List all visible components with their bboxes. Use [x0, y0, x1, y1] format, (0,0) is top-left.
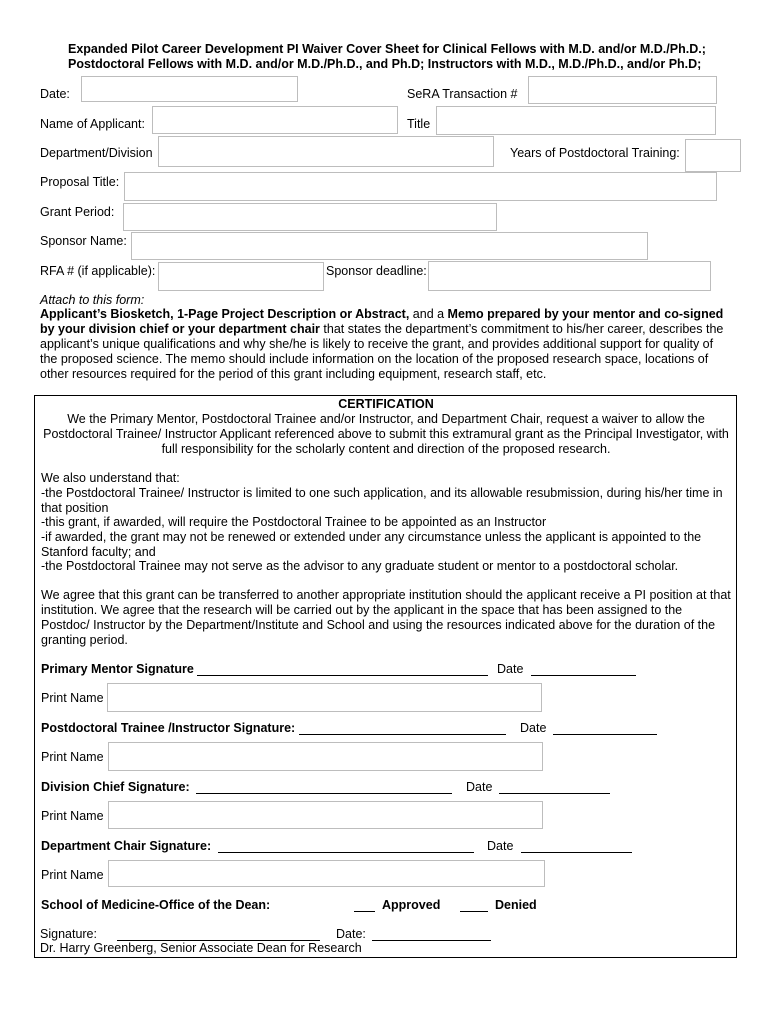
primary-mentor-date-label: Date [497, 662, 524, 676]
years-training-field[interactable] [685, 139, 741, 172]
department-chair-date-label: Date [487, 839, 514, 853]
postdoc-print-name-label: Print Name [41, 750, 104, 764]
sponsor-deadline-label: Sponsor deadline: [326, 264, 427, 278]
understand-item-1: -the Postdoctoral Trainee/ Instructor is limited to one such application, and its allowable resubmission, during his/her time in that position [41, 486, 723, 515]
certification-intro: We the Primary Mentor, Postdoctoral Trainee and/or Instructor, and Department Chair, request a waiver to allow the Postdoctoral Trainee/ Instructor Applicant referenced above to submit this extramural grant as the Principal Investigator, with full responsibility for the scholarly content and direction of the proposed research. [43, 412, 729, 456]
dean-date-label: Date: [336, 927, 366, 941]
understand-item-2: -this grant, if awarded, will require the Postdoctoral Trainee to be appointed as an Instructor [41, 515, 547, 529]
dean-date-line[interactable] [372, 940, 491, 941]
postdoc-signature-label: Postdoctoral Trainee /Instructor Signature: [41, 721, 296, 735]
attach-heading: Attach to this form: [40, 293, 145, 307]
attach-details: that states the department’s commitment to his/her career, describes the applicant’s unique qualifications and why she/he is likely to receive the grant, and provides additional support for quality of the proposed science. The memo should include information on the location of the proposed research space, locations of other resources required for the period of this grant including equipment, research staff, etc. [40, 322, 724, 381]
primary-mentor-print-name-field[interactable] [107, 683, 542, 712]
department-chair-print-name-label: Print Name [41, 868, 104, 882]
approved-label: Approved [382, 898, 441, 912]
primary-mentor-date-line[interactable] [531, 675, 636, 676]
sera-transaction-field[interactable] [528, 76, 717, 104]
attach-bold-biosketch: Applicant’s Biosketch, 1-Page Project Description or Abstract, [40, 307, 410, 321]
department-chair-date-line[interactable] [521, 852, 632, 853]
primary-mentor-signature-line[interactable] [197, 675, 488, 676]
date-field[interactable] [81, 76, 298, 102]
dean-office-label: School of Medicine-Office of the Dean: [41, 898, 271, 912]
applicant-name-field[interactable] [152, 106, 398, 134]
dean-signature-label: Signature: [40, 927, 97, 941]
certification-heading: CERTIFICATION [338, 397, 434, 411]
division-chief-print-name-label: Print Name [41, 809, 104, 823]
department-chair-signature-line[interactable] [218, 852, 474, 853]
division-chief-signature-label: Division Chief Signature: [41, 780, 190, 794]
attach-bold-memo: Memo prepared by your mentor and co-signed by your division chief or your department chair [40, 307, 724, 336]
department-field[interactable] [158, 136, 494, 167]
denied-checkline[interactable] [460, 911, 488, 912]
proposal-title-label: Proposal Title: [40, 175, 120, 189]
division-chief-signature-line[interactable] [196, 793, 452, 794]
title-label: Title [407, 117, 431, 131]
rfa-label: RFA # (if applicable): [40, 264, 156, 278]
understand-item-3: -if awarded, the grant may not be renewed or extended under any circumstance unless the applicant is appointed to the Stanford faculty; and [41, 530, 702, 559]
grant-period-field[interactable] [123, 203, 497, 231]
department-label: Department/Division [40, 146, 153, 160]
sponsor-name-label: Sponsor Name: [40, 234, 127, 248]
rfa-field[interactable] [158, 262, 324, 291]
postdoc-date-label: Date [520, 721, 547, 735]
proposal-title-field[interactable] [124, 172, 717, 201]
agreement-paragraph: We agree that this grant can be transferred to another appropriate institution should the applicant receive a PI position at that institution. We agree that the research will be carried out by the applicant in the space that has been assigned to the Postdoc/ Instructor by the Department/Institute and School and using the resources indicated above for the duration of the granting period. [41, 588, 731, 647]
dean-name: Dr. Harry Greenberg, Senior Associate Dean for Research [40, 941, 362, 955]
sponsor-deadline-field[interactable] [428, 261, 711, 291]
attach-connector: and a [409, 307, 448, 321]
attach-instructions [40, 307, 730, 382]
understand-heading: We also understand that: [41, 471, 180, 485]
date-label: Date: [40, 87, 70, 101]
primary-mentor-print-name-label: Print Name [41, 691, 104, 705]
approved-checkline[interactable] [354, 911, 375, 912]
department-chair-print-name-field[interactable] [108, 860, 545, 887]
division-chief-date-line[interactable] [499, 793, 610, 794]
form-title-line-2: Postdoctoral Fellows with M.D. and/or M.D./Ph.D., and Ph.D; Instructors with M.D., M.D./Ph.D., and/or Ph.D; [68, 57, 702, 71]
title-field[interactable] [436, 106, 716, 135]
postdoc-print-name-field[interactable] [108, 742, 543, 771]
years-training-label: Years of Postdoctoral Training: [510, 146, 680, 160]
postdoc-signature-line[interactable] [299, 734, 506, 735]
division-chief-print-name-field[interactable] [108, 801, 543, 829]
postdoc-date-line[interactable] [553, 734, 657, 735]
denied-label: Denied [495, 898, 537, 912]
department-chair-signature-label: Department Chair Signature: [41, 839, 212, 853]
sera-label: SeRA Transaction # [407, 87, 518, 101]
applicant-name-label: Name of Applicant: [40, 117, 145, 131]
primary-mentor-signature-label: Primary Mentor Signature [41, 662, 194, 676]
grant-period-label: Grant Period: [40, 205, 115, 219]
understand-item-4: -the Postdoctoral Trainee may not serve as the advisor to any graduate student or mentor to a postdoctoral scholar. [41, 559, 679, 573]
sponsor-name-field[interactable] [131, 232, 648, 260]
division-chief-date-label: Date [466, 780, 493, 794]
form-title-line-1: Expanded Pilot Career Development PI Waiver Cover Sheet for Clinical Fellows with M.D. and/or M.D./Ph.D.; [68, 42, 706, 56]
